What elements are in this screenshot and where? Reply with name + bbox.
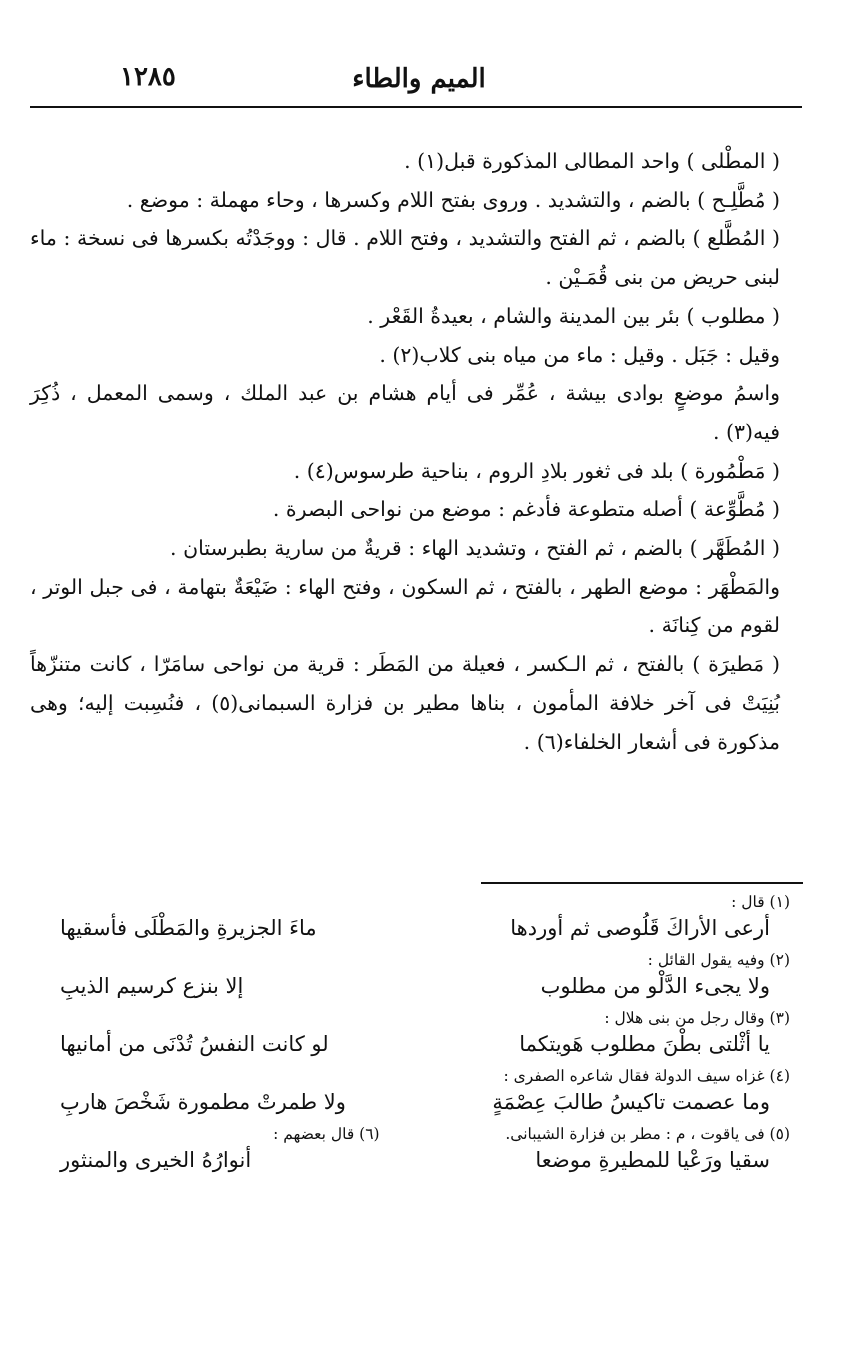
footnote-head: (٣) وقال رجل من بنى هلال :: [604, 1009, 790, 1027]
entry-paragraph: ( مُطَّلِـح ) بالضم ، والتشديد . وروى بفتح اللام وكسرها ، وحاء مهملة : موضع .: [126, 187, 780, 212]
footnote-head: (٤) غزاه سيف الدولة فقال شاعره الصفرى :: [503, 1067, 790, 1085]
header-rule: [30, 106, 802, 108]
verse-line: [30, 970, 806, 1002]
entry-paragraph: ( مُطَّوِّعة ) أصله متطوعة فأدغم : موضع من نواحى البصرة .: [272, 497, 780, 522]
verse-line: [30, 912, 806, 944]
entry-paragraph: ( مَطيرَة ) بالفتح ، ثم الـكسر ، فعيلة من المَطَر : قرية من نواحى سامَرّا ، كانت متنزّهاً بُنِيَتْ فى آخر خلافة المأمون ، بناها مطير بن فزارة السبمانى(٥) ، فنُسِبت إليه؛ وهى مذكورة فى أشعار الخلفاء(٦) .: [30, 652, 780, 754]
main-text: [30, 142, 806, 761]
entry-paragraph: وقيل : جَبَل . وقيل : ماء من مياه بنى كلاب(٢) .: [379, 342, 780, 367]
verse-first-hemistich: ولا يجىء الدَّلْو من مطلوب: [540, 974, 770, 998]
entry-paragraph: ( مطلوب ) بئر بين المدينة والشام ، بعيدةُ القَعْر .: [367, 303, 780, 328]
entry-paragraph: والمَطْهَر : موضع الطهر ، بالفتح ، ثم السكون ، وفتح الهاء : ضَيْعَةٌ بتهامة ، فى جبل الوتر ، لقوم من كِنانَة .: [30, 574, 780, 638]
footnote-head: (٦) قال بعضهم :: [273, 1125, 380, 1143]
verse-second-hemistich: لو كانت النفسُ تُدْنَى من أمانيها: [60, 1032, 329, 1056]
verse-first-hemistich: سقيا ورَعْيا للمطيرةِ موضعا: [535, 1148, 770, 1172]
entry-paragraph: واسمُ موضعٍ بوادى بيشة ، عُمِّر فى أيام هشام بن عبد الملك ، وسمى المعمل ، ذُكِرَ فيه(٣) .: [30, 381, 780, 444]
verse-first-hemistich: وما عصمت تاكيسُ طالبَ عِصْمَةٍ: [492, 1090, 770, 1114]
entry-paragraph: ( المطْلى ) واحد المطالى المذكورة قبل(١) .: [404, 149, 780, 173]
verse-line: [30, 1028, 806, 1060]
verse-first-hemistich: يا أثْلتى بطْنَ مطلوب هَويتكما: [519, 1032, 770, 1056]
verse-line: [30, 1086, 806, 1118]
footnote-rule: [481, 882, 803, 884]
footnote-head: (٢) وفيه يقول القائل :: [647, 951, 790, 969]
entry-paragraph: ( مَطْمُورة ) بلد فى ثغور بلادِ الروم ، بناحية طرسوس(٤) .: [293, 458, 780, 483]
verse-second-hemistich: ماءَ الجزيرةِ والمَطْلَى فأسقيها: [60, 916, 317, 940]
verse-line: [30, 1144, 806, 1176]
page-header: [36, 58, 802, 102]
entry-paragraph: ( المُطَّلع ) بالضم ، ثم الفتح والتشديد ، وفتح اللام . قال : ووجَدْتُه بكسرها فى نسخة : ماء لبنى حريض من بنى قُمَـيْن .: [30, 226, 780, 290]
footnotes: [30, 892, 806, 1182]
page-number: ١٢٨٥: [120, 62, 176, 92]
verse-first-hemistich: أرعى الأراكَ قَلُوصى ثم أوردها: [510, 916, 770, 940]
verse-second-hemistich: ولا طمرتْ مطمورة شَخْصَ هاربِ: [60, 1090, 346, 1114]
footnote-head: (١) قال :: [731, 893, 790, 911]
verse-second-hemistich: إلا بنزع كرسيم الذيبِ: [60, 974, 244, 998]
running-title: الميم والطاء: [352, 64, 486, 94]
footnote-head-pair: [30, 1124, 806, 1144]
verse-second-hemistich: أنوارُهُ الخيرى والمنثور: [60, 1148, 252, 1172]
footnote-head: (٥) فى ياقوت ، م : مطر بن فزارة الشيبانى.: [505, 1125, 790, 1143]
entry-paragraph: ( المُطَهَّر ) بالضم ، ثم الفتح ، وتشديد الهاء : قريةٌ من سارية بطبرستان .: [170, 536, 780, 561]
